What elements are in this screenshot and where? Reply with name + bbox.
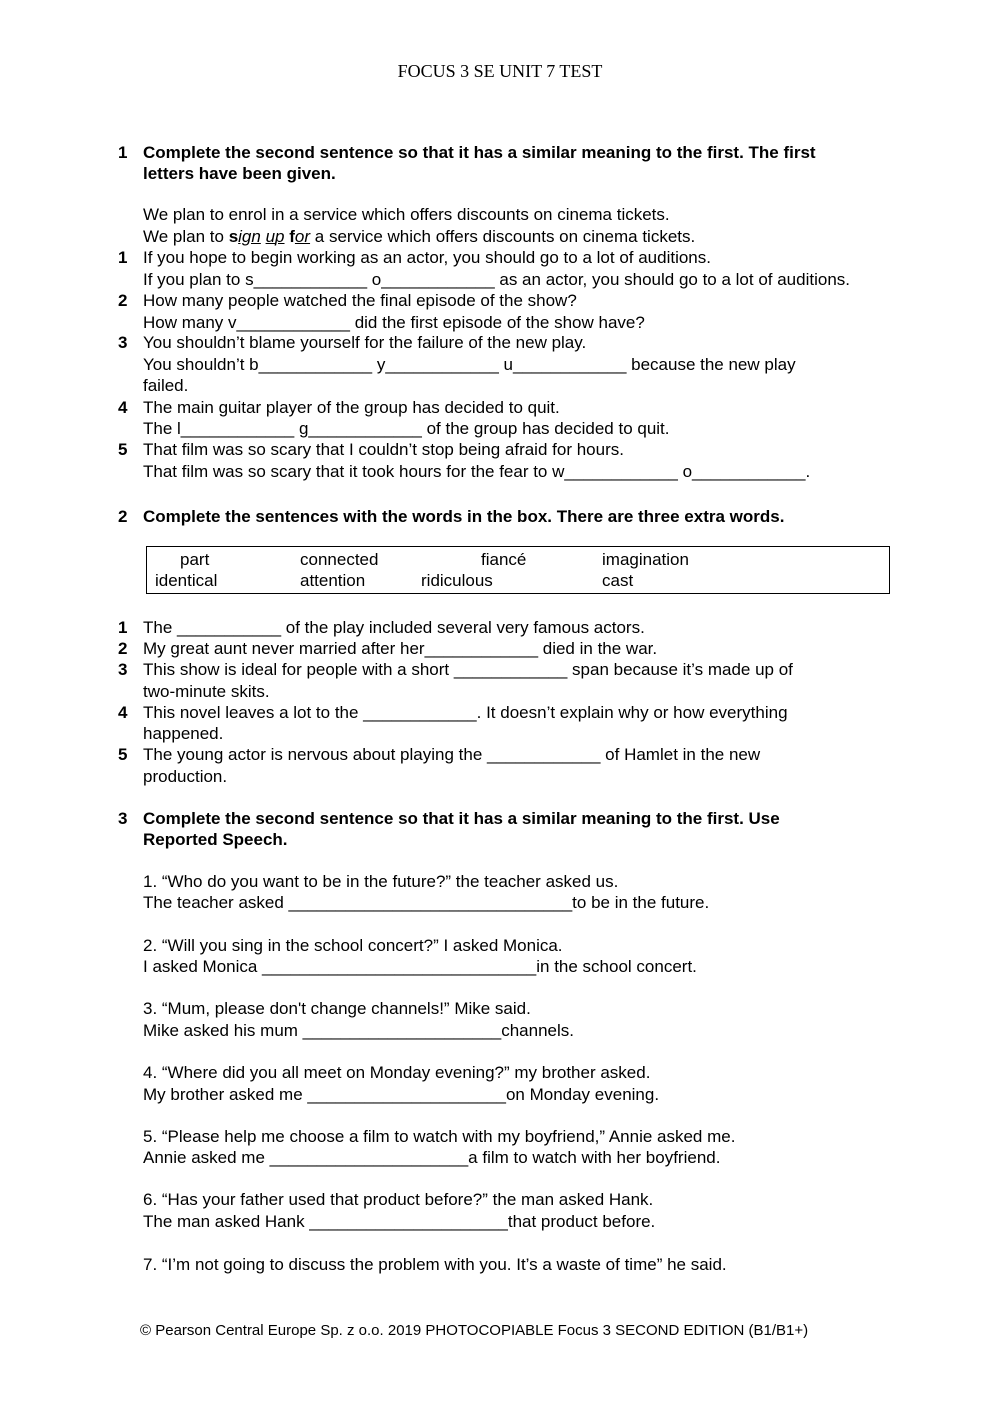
ex1-item-original: That film was so scary that I couldn’t stop being afraid for hours. <box>143 440 624 459</box>
ex1-item-answer[interactable]: You shouldn’t b____________ y____________ u____________ because the new play <box>143 355 796 374</box>
ex1-item-answer[interactable]: If you plan to s____________ o____________ as an actor, you should go to a lot of auditions. <box>143 270 851 289</box>
ex3-item-quote: 6. “Has your father used that product before?” the man asked Hank. <box>143 1190 654 1209</box>
copyright-footer: © Pearson Central Europe Sp. z o.o. 2019 PHOTOCOPIABLE Focus 3 SECOND EDITION (B1/B1+) <box>140 1322 809 1339</box>
ex1-item-number: 4 <box>118 398 128 417</box>
ex1-instruction-line2: letters have been given. <box>143 164 336 183</box>
ex3-instruction-line2: Reported Speech. <box>143 830 288 849</box>
word-box-word: part <box>180 550 210 569</box>
word-box <box>146 546 890 594</box>
ex1-instruction-line1: Complete the second sentence so that it has a similar meaning to the first. The first <box>143 143 816 162</box>
ex3-item-answer[interactable]: I asked Monica _____________________________in the school concert. <box>143 957 697 976</box>
ex1-example-original: We plan to enrol in a service which offers discounts on cinema tickets. <box>143 205 670 224</box>
ex1-item-answer[interactable]: That film was so scary that it took hours for the fear to w____________ o____________. <box>143 462 811 481</box>
ex2-item-sentence[interactable]: The young actor is nervous about playing the ____________ of Hamlet in the new <box>143 745 761 764</box>
ex1-item-number: 2 <box>118 291 128 310</box>
ex3-item-quote: 7. “I’m not going to discuss the problem with you. It’s a waste of time” he said. <box>143 1255 727 1274</box>
ex3-item-answer[interactable]: The teacher asked ______________________________to be in the future. <box>143 893 710 912</box>
ex3-item-quote: 2. “Will you sing in the school concert?” I asked Monica. <box>143 936 563 955</box>
ex1-item-original: The main guitar player of the group has decided to quit. <box>143 398 560 417</box>
ex1-number: 1 <box>118 143 128 162</box>
ex3-item-answer[interactable]: My brother asked me _____________________on Monday evening. <box>143 1085 660 1104</box>
word-box-word: connected <box>300 550 379 569</box>
ex2-item-number: 2 <box>118 639 128 658</box>
ex3-item-quote: 1. “Who do you want to be in the future?” the teacher asked us. <box>143 872 619 891</box>
ex1-item-answer-cont: failed. <box>143 376 189 395</box>
ex1-item-answer[interactable]: How many v____________ did the first episode of the show have? <box>143 313 645 332</box>
ex2-item-sentence[interactable]: My great aunt never married after her____________ died in the war. <box>143 639 658 658</box>
ex2-number: 2 <box>118 507 128 526</box>
ex1-item-number: 1 <box>118 248 128 267</box>
word-box-word: ridiculous <box>421 571 493 590</box>
ex3-item-answer[interactable]: Annie asked me _____________________a film to watch with her boyfriend. <box>143 1148 721 1167</box>
ex2-item-sentence[interactable]: This novel leaves a lot to the ____________. It doesn’t explain why or how everything <box>143 703 788 722</box>
ex1-item-original: If you hope to begin working as an actor, you should go to a lot of auditions. <box>143 248 711 267</box>
ex2-item-sentence[interactable]: This show is ideal for people with a short ____________ span because it’s made up of <box>143 660 793 679</box>
ex2-item-number: 1 <box>118 618 128 637</box>
ex1-item-number: 3 <box>118 333 128 352</box>
ex2-item-number: 3 <box>118 660 128 679</box>
ex3-item-quote: 5. “Please help me choose a film to watch with my boyfriend,” Annie asked me. <box>143 1127 736 1146</box>
word-box-word: identical <box>155 571 218 590</box>
word-box-word: cast <box>602 571 634 590</box>
page-title: FOCUS 3 SE UNIT 7 TEST <box>397 61 603 81</box>
ex1-example-answer: We plan to sign up for a service which offers discounts on cinema tickets. <box>143 227 696 246</box>
ex2-instruction: Complete the sentences with the words in the box. There are three extra words. <box>143 507 785 526</box>
ex2-item-sentence-cont: two-minute skits. <box>143 682 270 701</box>
ex3-number: 3 <box>118 809 128 828</box>
ex3-item-quote: 4. “Where did you all meet on Monday evening?” my brother asked. <box>143 1063 651 1082</box>
ex2-item-number: 5 <box>118 745 128 764</box>
ex2-item-number: 4 <box>118 703 128 722</box>
word-box-word: fiancé <box>481 550 527 569</box>
word-box-word: attention <box>300 571 366 590</box>
ex3-item-answer[interactable]: The man asked Hank _____________________that product before. <box>143 1212 656 1231</box>
ex3-instruction-line1: Complete the second sentence so that it has a similar meaning to the first. Use <box>143 809 780 828</box>
ex1-item-answer[interactable]: The l____________ g____________ of the group has decided to quit. <box>143 419 670 438</box>
word-box-word: imagination <box>602 550 689 569</box>
ex2-item-sentence-cont: happened. <box>143 724 224 743</box>
ex2-item-sentence-cont: production. <box>143 767 228 786</box>
ex2-item-sentence[interactable]: The ___________ of the play included several very famous actors. <box>143 618 645 637</box>
ex1-item-number: 5 <box>118 440 128 459</box>
ex3-item-answer[interactable]: Mike asked his mum _____________________channels. <box>143 1021 574 1040</box>
ex1-item-original: You shouldn’t blame yourself for the failure of the new play. <box>143 333 587 352</box>
ex1-item-original: How many people watched the final episode of the show? <box>143 291 577 310</box>
ex3-item-quote: 3. “Mum, please don't change channels!” Mike said. <box>143 999 531 1018</box>
